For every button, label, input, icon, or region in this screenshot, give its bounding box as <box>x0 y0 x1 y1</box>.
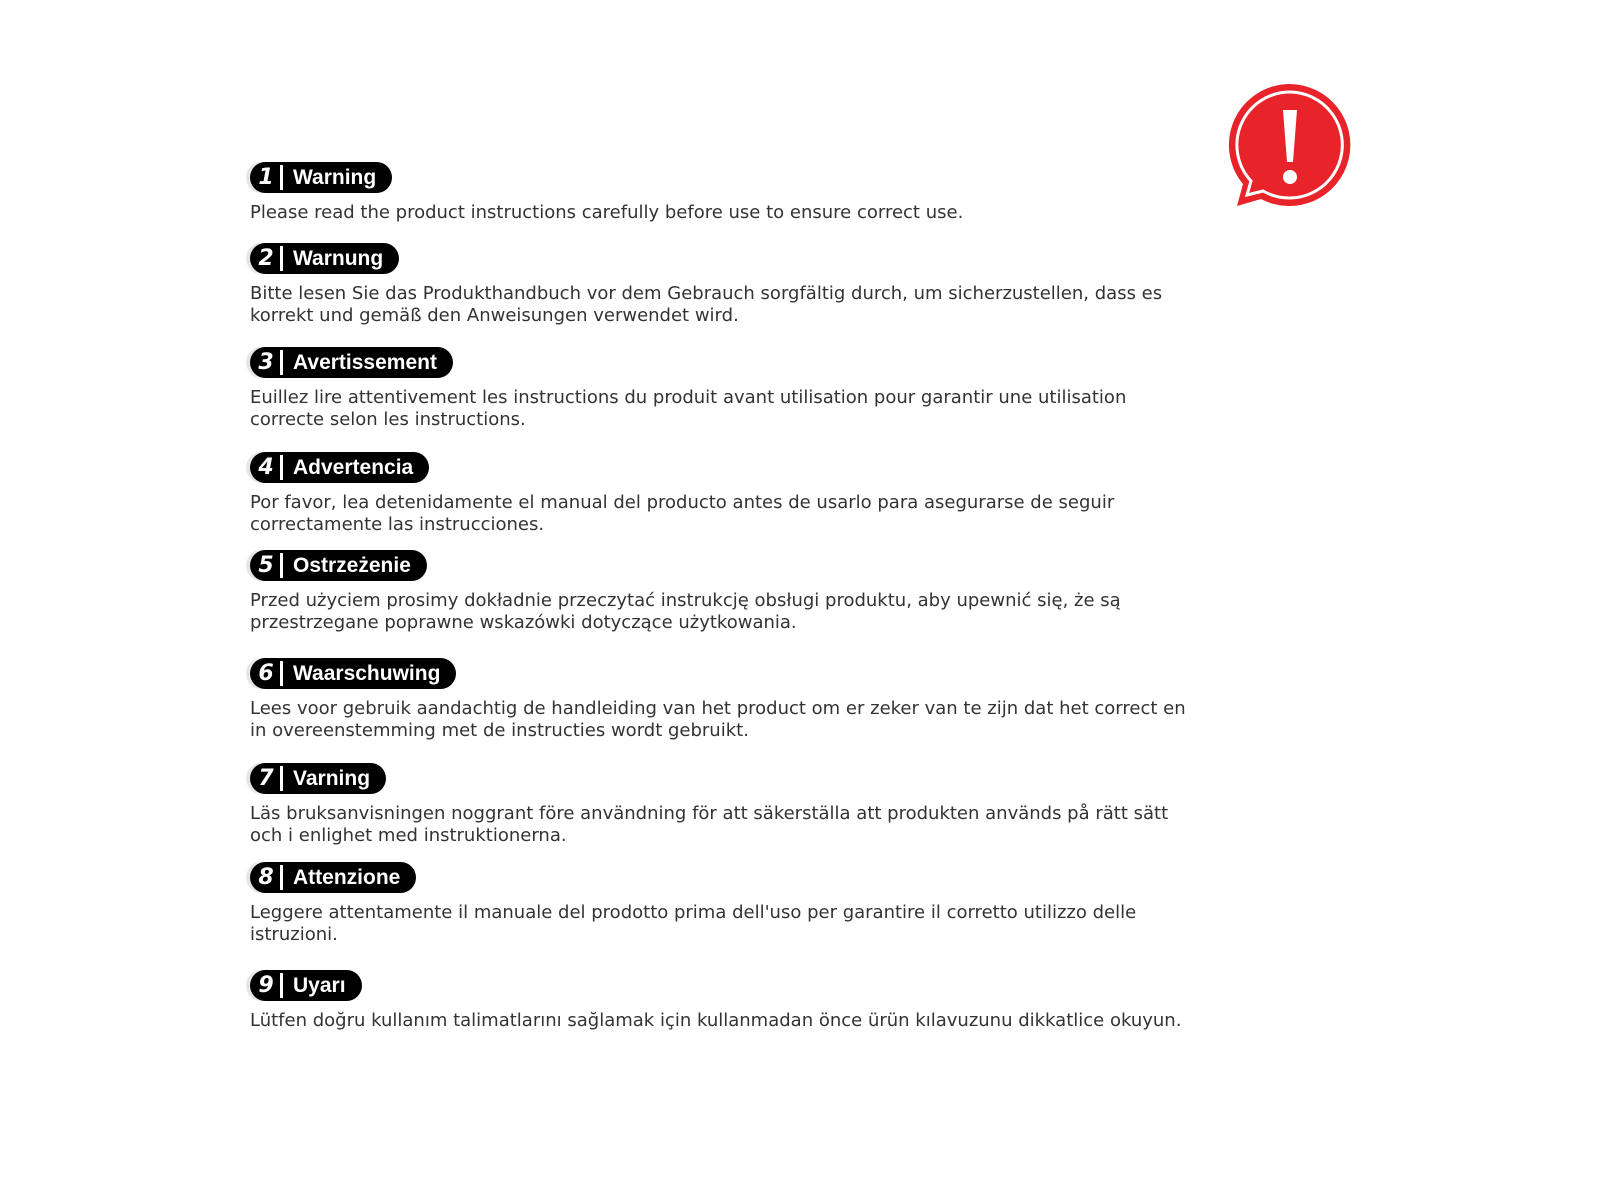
warning-badge <box>250 162 392 193</box>
badge-number: 9 <box>258 973 274 998</box>
badge-number: 8 <box>258 865 274 890</box>
warning-badge <box>250 862 416 893</box>
warning-block-6 <box>250 658 1200 742</box>
badge-label: Attenzione <box>293 866 401 889</box>
warning-badge <box>250 970 362 1001</box>
badge-label: Warning <box>293 166 377 189</box>
warning-badge <box>250 452 429 483</box>
warning-text: Bitte lesen Sie das Produkthandbuch vor dem Gebrauch sorgfältig durch, um sicherzustellen, dass es korrekt und gemäß den Anweisungen verwendet wird. <box>250 283 1163 326</box>
warning-block-4 <box>250 452 1200 536</box>
badge-divider <box>280 865 283 890</box>
warning-text: Lütfen doğru kullanım talimatlarını sağlamak için kullanmadan önce ürün kılavuzunu dikkatlice okuyun. <box>250 1010 1182 1031</box>
warning-text: Läs bruksanvisningen noggrant före användning för att säkerställa att produkten används på rätt sätt och i enlighet med instruktionerna. <box>250 803 1169 846</box>
warning-text: Por favor, lea detenidamente el manual del producto antes de usarlo para asegurarse de seguir correctamente las instrucciones. <box>250 492 1115 535</box>
badge-label: Avertissement <box>293 351 437 374</box>
warning-badge <box>250 658 456 689</box>
badge-number: 3 <box>258 350 274 375</box>
badge-divider <box>280 350 283 375</box>
badge-divider <box>280 973 283 998</box>
warning-block-1 <box>250 162 1200 224</box>
badge-divider <box>280 553 283 578</box>
badge-number: 6 <box>258 661 274 686</box>
badge-label: Warnung <box>293 247 384 270</box>
warning-block-9 <box>250 970 1200 1032</box>
badge-divider <box>280 661 283 686</box>
badge-label: Advertencia <box>293 456 414 479</box>
badge-number: 7 <box>258 766 274 791</box>
warning-badge <box>250 763 386 794</box>
warning-block-7 <box>250 763 1200 847</box>
badge-divider <box>280 246 283 271</box>
warning-badge <box>250 550 427 581</box>
warning-block-5 <box>250 550 1200 634</box>
badge-divider <box>280 455 283 480</box>
badge-divider <box>280 766 283 791</box>
badge-label: Varning <box>293 767 371 790</box>
badge-number: 4 <box>258 455 274 480</box>
badge-number: 5 <box>258 553 274 578</box>
warning-text: Przed użyciem prosimy dokładnie przeczytać instrukcję obsługi produktu, aby upewnić się, że są przestrzegane poprawne wskazówki dotyczące użytkowania. <box>250 590 1121 633</box>
warning-badge <box>250 347 453 378</box>
badge-label: Uyarı <box>293 974 346 997</box>
badge-divider <box>280 165 283 190</box>
warning-badge <box>250 243 399 274</box>
warning-text: Please read the product instructions carefully before use to ensure correct use. <box>250 202 964 223</box>
badge-number: 1 <box>258 165 274 190</box>
exclamation-speech-bubble-icon <box>1223 80 1357 212</box>
warning-block-3 <box>250 347 1200 431</box>
warning-text: Leggere attentamente il manuale del prodotto prima dell'uso per garantire il corretto utilizzo delle istruzioni. <box>250 902 1137 945</box>
warning-text: Euillez lire attentivement les instructions du produit avant utilisation pour garantir une utilisation correcte selon les instructions. <box>250 387 1127 430</box>
badge-number: 2 <box>258 246 274 271</box>
warning-block-2 <box>250 243 1200 327</box>
warning-block-8 <box>250 862 1200 946</box>
warning-text: Lees voor gebruik aandachtig de handleiding van het product om er zeker van te zijn dat het correct en in overeenstemming met de instructies wordt gebruikt. <box>250 698 1186 741</box>
badge-label: Waarschuwing <box>293 662 441 685</box>
badge-label: Ostrzeżenie <box>293 554 411 577</box>
